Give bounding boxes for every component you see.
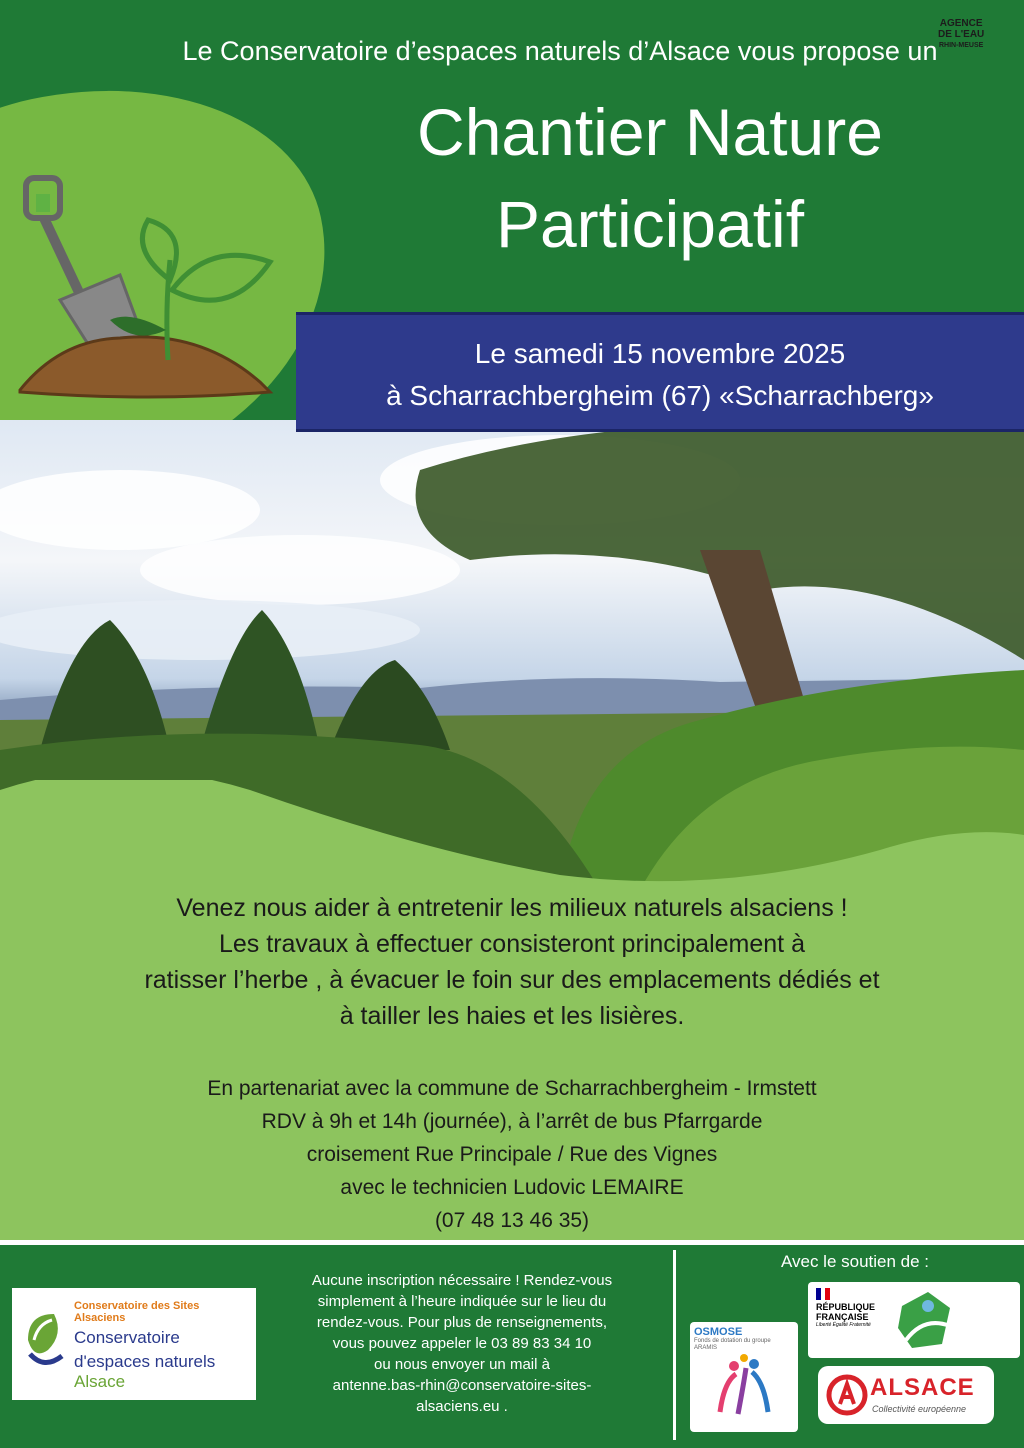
notice-line-3: rendez-vous. Pour plus de renseignements,	[316, 1314, 608, 1331]
technician-line: avec le technicien Ludovic LEMAIRE	[340, 1176, 684, 1199]
cen-name-1: Conservatoire	[74, 1328, 180, 1347]
rf-motto: Liberté Égalité Fraternité	[816, 1322, 871, 1328]
notice-line-2: simplement à l’heure indiquée sur le lieu du	[317, 1293, 607, 1310]
support-title: Avec le soutien de :	[780, 1252, 930, 1271]
cen-leaf-icon	[24, 1310, 66, 1370]
rf-text	[816, 1302, 875, 1328]
event-place: à Scharrachbergheim (67) «Scharrachberg»	[386, 380, 934, 411]
registration-notice	[262, 1270, 662, 1417]
description-line-3: ratisser l’herbe , à évacuer le foin sur des emplacements dédiés et	[144, 966, 880, 994]
osmose-sub: Fonds de dotation du groupe ARAMIS	[694, 1338, 771, 1351]
notice-email-2[interactable]: alsaciens.eu .	[416, 1398, 508, 1415]
shovel-plant-icon	[0, 170, 300, 410]
rf-line-1: RÉPUBLIQUE	[816, 1302, 876, 1312]
cen-alsace-logo	[12, 1288, 256, 1400]
notice-line-5: ou nous envoyer un mail à	[374, 1356, 550, 1373]
footer-divider-line	[0, 1240, 1024, 1245]
alsace-emblem-icon	[826, 1374, 868, 1416]
agence-sub: RHIN-MEUSE	[938, 42, 984, 49]
agence-eau-map-icon	[892, 1286, 956, 1354]
description-line-4: à tailler les haies et les lisières.	[339, 1002, 685, 1030]
details-text	[60, 1072, 964, 1237]
event-date: Le samedi 15 novembre 2025	[474, 338, 846, 369]
partner-line: En partenariat avec la commune de Scharrachbergheim - Irmstett	[207, 1077, 817, 1100]
agence-eau-text	[938, 18, 984, 51]
agence-line-2: DE L'EAU	[938, 29, 985, 40]
republique-francaise-logo	[808, 1282, 1020, 1358]
title-line-1: Chantier Nature	[417, 95, 883, 169]
date-banner	[296, 312, 1024, 432]
description-text	[40, 890, 984, 1034]
cen-sub-label: Conservatoire des Sites Alsaciens	[74, 1300, 200, 1324]
rf-line-2: FRANÇAISE	[816, 1312, 869, 1322]
notice-email-1[interactable]: antenne.bas-rhin@conservatoire-sites-	[332, 1377, 592, 1394]
description-line-1: Venez nous aider à entretenir les milieux naturels alsaciens !	[176, 894, 848, 922]
notice-phone: vous pouvez appeler le 03 89 83 34 10	[332, 1335, 592, 1352]
osmose-logo	[690, 1322, 798, 1432]
osmose-name: OSMOSE	[694, 1326, 743, 1338]
alsace-sub: Collectivité européenne	[872, 1404, 967, 1414]
crossing-line: croisement Rue Principale / Rue des Vignes	[306, 1143, 718, 1166]
cen-name-2: d'espaces naturels	[74, 1352, 216, 1371]
page-title	[300, 86, 1000, 270]
footer-vertical-divider	[673, 1250, 676, 1440]
rdv-line: RDV à 9h et 14h (journée), à l’arrêt de bus Pfarrgarde	[261, 1110, 763, 1133]
notice-line-1: Aucune inscription nécessaire ! Rendez-vous	[311, 1272, 613, 1289]
osmose-figures-icon	[694, 1352, 794, 1422]
intro-text: Le Conservatoire d’espaces naturels d’Alsace vous propose un	[182, 36, 938, 66]
title-line-2: Participatif	[495, 187, 805, 261]
alsace-logo	[818, 1366, 994, 1424]
phone-line: (07 48 13 46 35)	[434, 1209, 590, 1232]
agence-line-1: AGENCE	[939, 18, 983, 29]
french-flag-icon	[816, 1288, 830, 1300]
cen-region: Alsace	[74, 1372, 126, 1391]
description-line-2: Les travaux à effectuer consisteront principalement à	[219, 930, 805, 958]
alsace-name: ALSACE	[870, 1374, 975, 1401]
